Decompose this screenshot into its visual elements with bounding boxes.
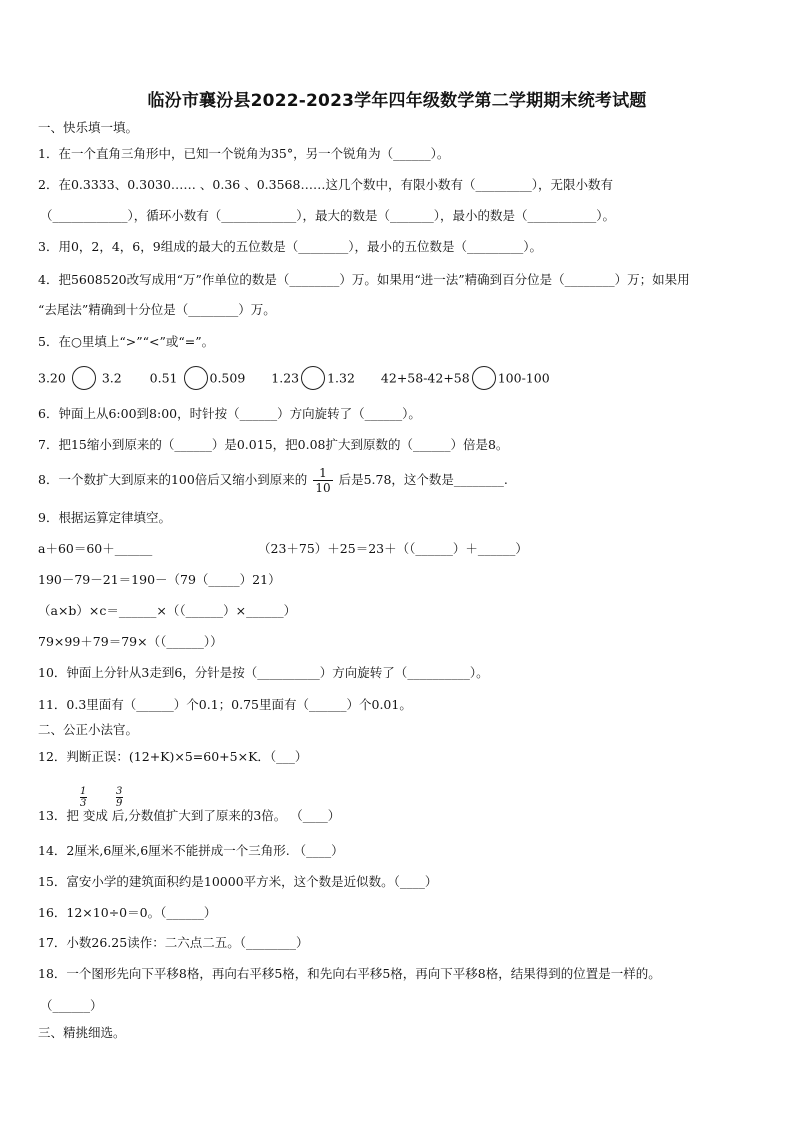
compare-right-4: 100-100	[497, 370, 550, 386]
fraction-three-ninths	[116, 786, 123, 809]
compare-right-2: 0.509	[209, 370, 246, 386]
question-8-prefix: 8．一个数扩大到原来的100倍后又缩小到原来的	[38, 472, 308, 487]
compare-right-3: 1.32	[327, 370, 355, 386]
question-9-item-2: 190－79－21＝190－（79（_____）21）	[38, 572, 281, 587]
fraction-denominator: 10	[315, 481, 331, 495]
compare-circle-1[interactable]	[72, 366, 96, 390]
compare-right-1: 3.2	[101, 370, 122, 386]
question-5: 5．在○里填上“>”“<”或“=”。	[38, 334, 215, 349]
section-heading-1: 一、快乐填一填。	[38, 120, 139, 135]
compare-circle-3[interactable]	[301, 366, 325, 390]
question-10: 10．钟面上分针从3走到6，分针是按（__________）方向旋转了（__________）。	[38, 665, 489, 680]
question-13: 13．把 变成 后,分数值扩大到了原来的3倍。 （____）	[38, 808, 341, 823]
question-4-line-2: “去尾法”精确到十分位是（________）万。	[38, 302, 276, 317]
compare-left-2: 0.51	[149, 370, 178, 386]
section-heading-3: 三、精挑细选。	[38, 1025, 126, 1040]
question-9-item-4: 79×99＋79＝79×（（______））	[38, 634, 223, 649]
question-18-line-1: 18．一个图形先向下平移8格，再向右平移5格，和先向右平移5格，再向下平移8格，结果得到的位置是一样的。	[38, 966, 661, 981]
question-9-item-1b: （23＋75）＋25＝23＋（（______）＋______）	[258, 541, 528, 556]
question-5-comparisons	[38, 367, 550, 391]
compare-left-1: 3.20	[38, 370, 66, 386]
question-8	[38, 464, 508, 496]
question-4-line-1: 4．把5608520改写成用“万”作单位的数是（________）万。如果用“进一法”精确到百分位是（________）万；如果用	[38, 272, 690, 287]
question-16: 16．12×10÷0＝0。（______）	[38, 905, 217, 920]
fraction-denominator: 9	[116, 798, 123, 809]
question-1: 1．在一个直角三角形中，已知一个锐角为35°，另一个锐角为（______）。	[38, 146, 450, 161]
question-12: 12．判断正误：(12+K)×5=60+5×K．（___）	[38, 749, 308, 764]
question-9: 9．根据运算定律填空。	[38, 510, 171, 525]
compare-left-3: 1.23	[271, 370, 300, 386]
question-14: 14．2厘米,6厘米,6厘米不能拼成一个三角形. （____）	[38, 843, 344, 858]
compare-circle-2[interactable]	[184, 366, 208, 390]
fraction-numerator: 1	[80, 786, 87, 797]
page-title: 临汾市襄汾县2022-2023学年四年级数学第二学期期末统考试题	[147, 91, 647, 111]
question-2-line-1: 2．在0.3333、0.3030…… 、0.36 、0.3568……这几个数中，有限小数有（_________），无限小数有	[38, 177, 613, 192]
fraction-numerator: 1	[319, 466, 327, 480]
question-2-line-2: （____________），循环小数有（____________），最大的数是（_______），最小的数是（___________）。	[40, 208, 616, 223]
question-9-item-3: （a×b）×c＝______×（（______）×______）	[38, 603, 297, 618]
fraction-denominator: 3	[80, 798, 87, 809]
question-18-line-2: （______）	[40, 998, 103, 1013]
question-7: 7．把15缩小到原来的（______）是0.015，把0.08扩大到原数的（______）倍是8。	[38, 437, 509, 452]
question-15: 15．富安小学的建筑面积约是10000平方米，这个数是近似数。（____）	[38, 874, 438, 889]
compare-circle-4[interactable]	[472, 366, 496, 390]
question-11: 11．0.3里面有（______）个0.1；0.75里面有（______）个0.01。	[38, 697, 412, 712]
question-17: 17．小数26.25读作：二六点二五。（________）	[38, 935, 309, 950]
question-6: 6．钟面上从6:00到8:00，时针按（______）方向旋转了（______）。	[38, 406, 421, 421]
fraction-one-third	[80, 786, 87, 809]
section-heading-2: 二、公正小法官。	[38, 722, 139, 737]
question-3: 3．用0，2，4，6，9组成的最大的五位数是（________），最小的五位数是（_________）。	[38, 239, 542, 254]
question-9-item-1a: a＋60＝60＋______	[38, 541, 153, 556]
compare-left-4: 42+58-42+58	[380, 370, 470, 386]
question-8-suffix: 后是5.78，这个数是________.	[338, 472, 508, 487]
fraction-numerator: 3	[116, 786, 123, 797]
fraction-one-tenth	[313, 466, 332, 495]
